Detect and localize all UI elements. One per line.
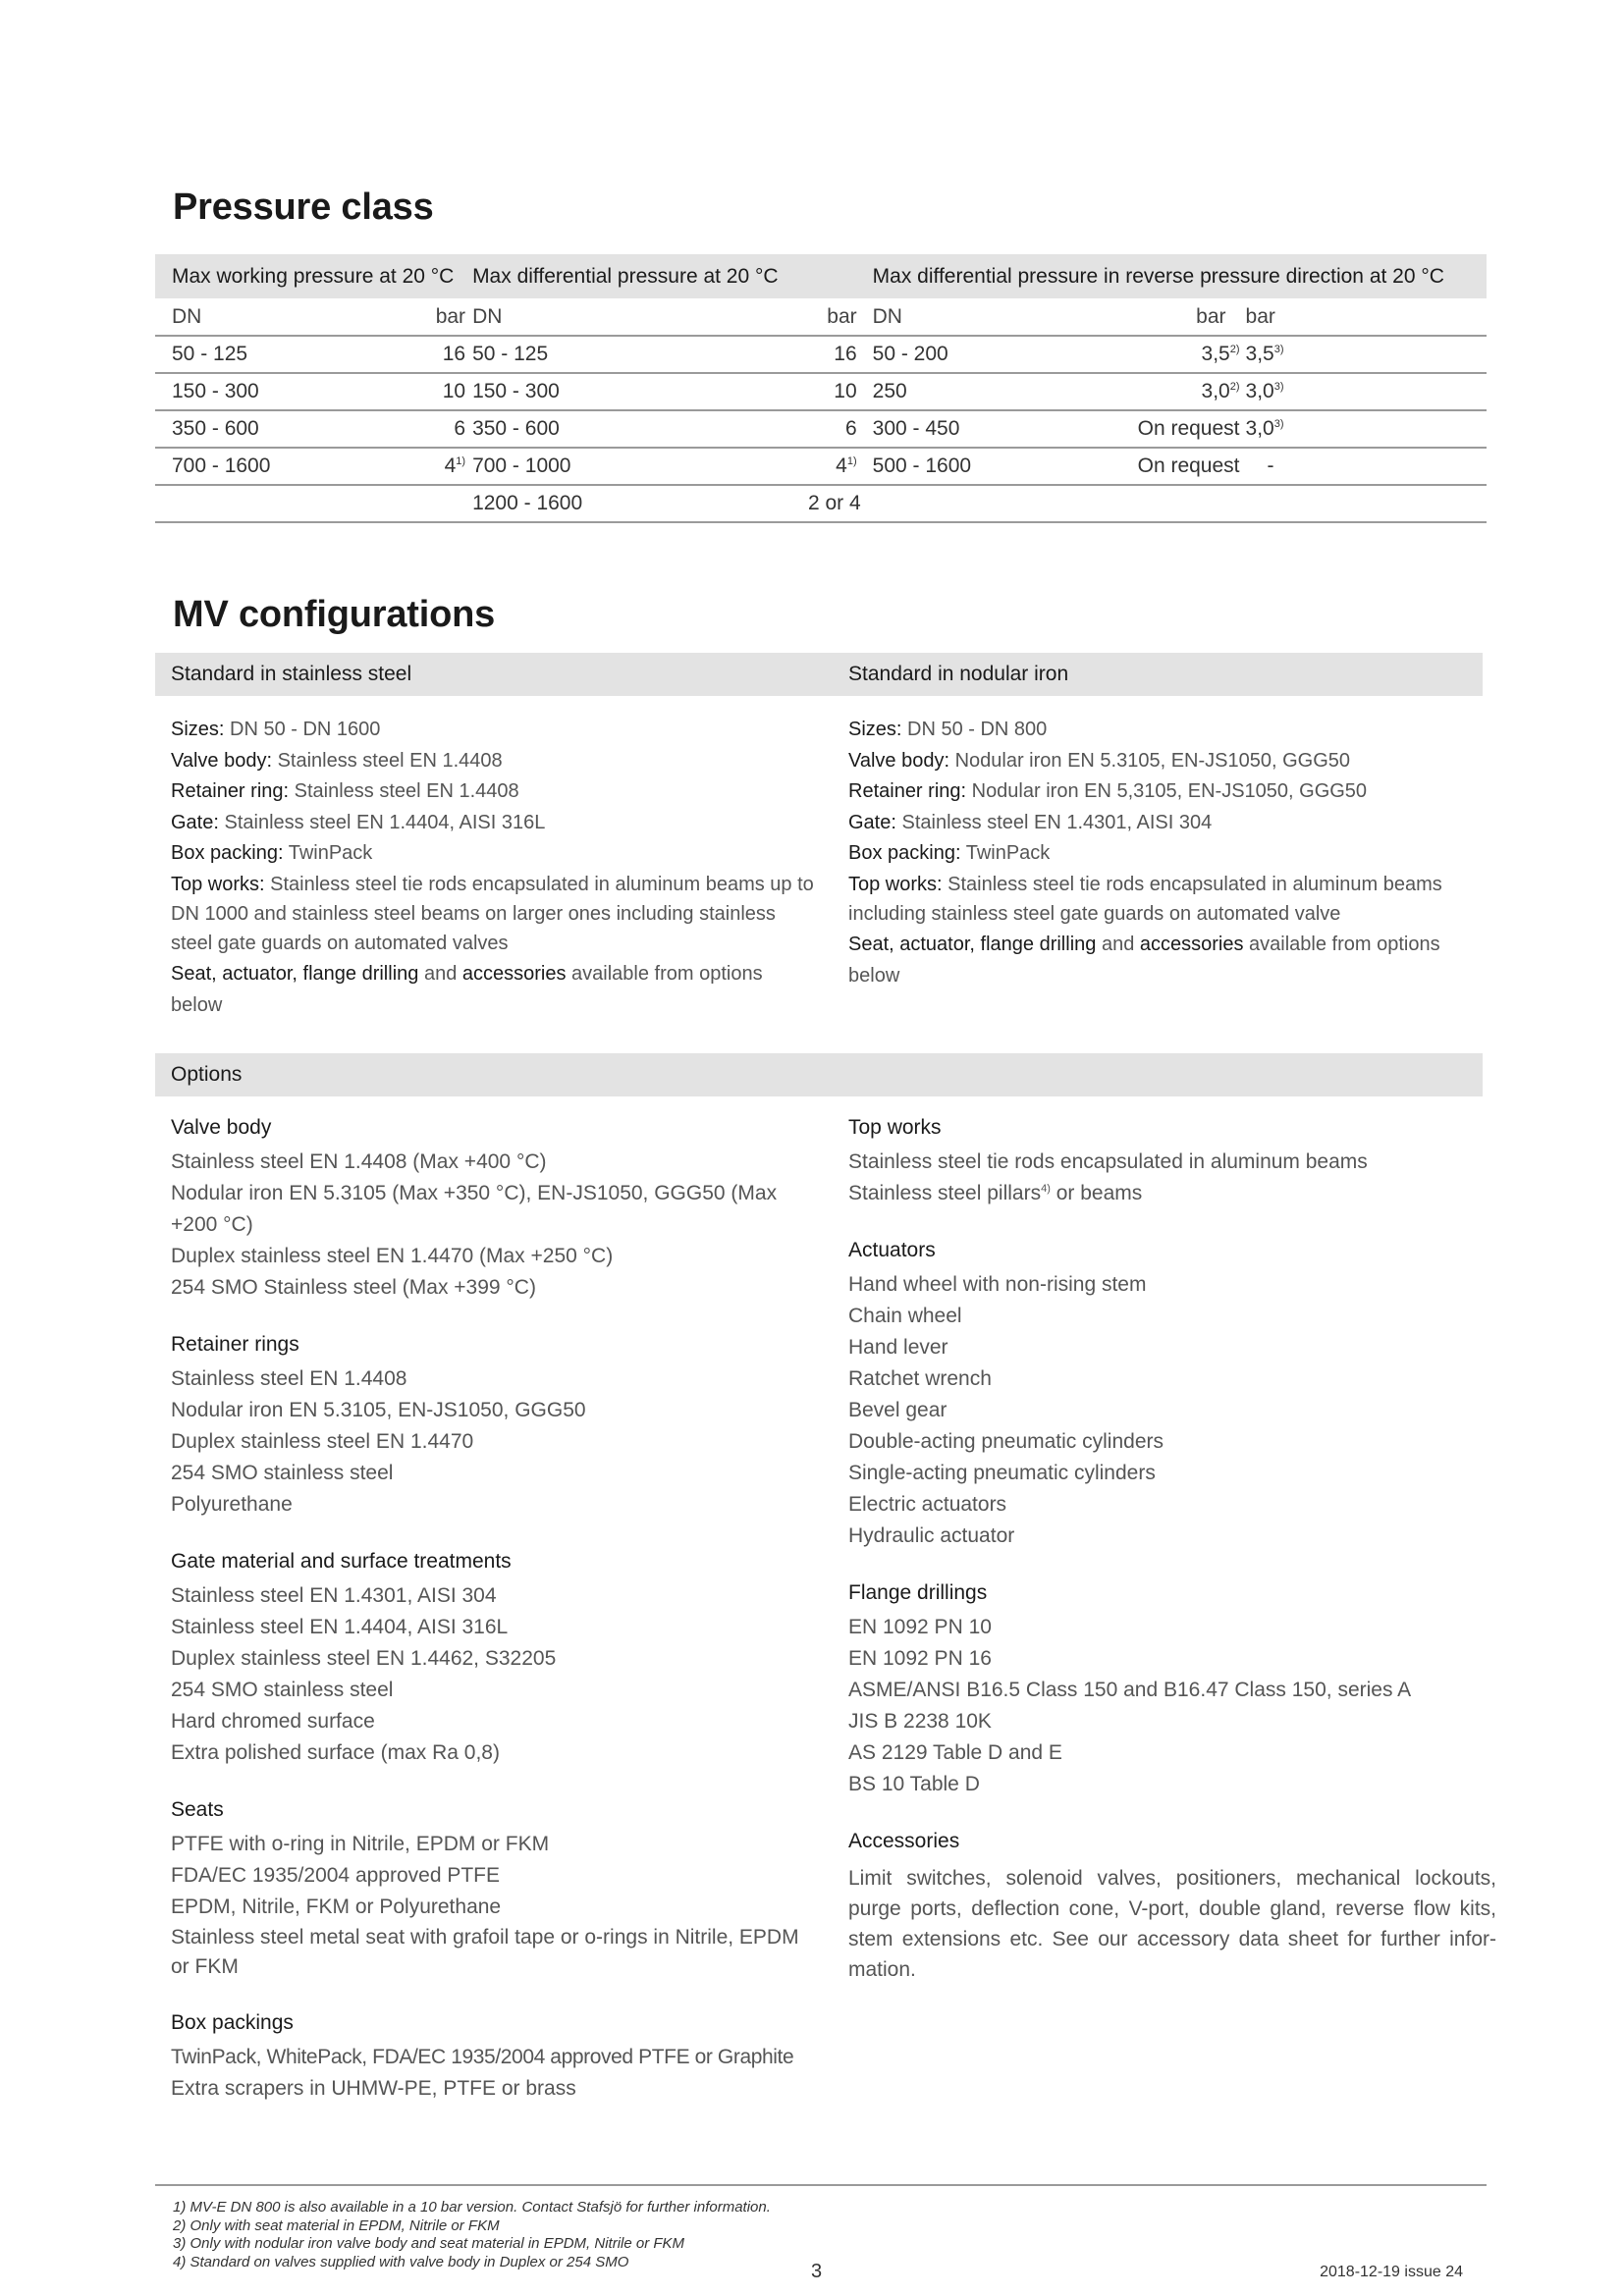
table-cell: 1200 - 1600 [471,485,808,522]
standard-stainless-header: Standard in stainless steel [171,663,412,685]
list-item: Stainless steel EN 1.4404, AISI 316L [171,1616,509,1638]
spec-line: Retainer ring: Stainless steel EN 1.4408 [171,780,519,802]
table-cell: 4$^{1)}$ [808,448,861,485]
footnotes [173,2199,771,2271]
group-title: Retainer rings [171,1333,299,1356]
table-cell: 6 [406,410,471,448]
table-cell: 3,0$^{3)}$ [1246,410,1470,448]
table-cell: 4$^{1)}$ [406,448,471,485]
spec-line: Valve body: Nodular iron EN 5.3105, EN-JS1050, GGG50 [848,749,1351,772]
list-item: Single-acting pneumatic cylinders [848,1462,1156,1484]
table-cell: 10 [808,373,861,410]
table-cell: 50 - 200 [861,336,1076,373]
footnote: 4) Standard on valves supplied with valve body in Duplex or 254 SMO [173,2253,629,2270]
list-item: EPDM, Nitrile, FKM or Polyurethane [171,1896,502,1918]
table-cell: 350 - 600 [155,410,406,448]
table-row [155,373,1487,410]
table-header-row [155,254,1487,298]
spec-line: Seat, actuator, flange drilling and accessories available from options below [171,962,763,1016]
spec-line: Sizes: DN 50 - DN 800 [848,719,1048,740]
list-item: 254 SMO Stainless steel (Max +399 °C) [171,1276,536,1299]
spec-line: Retainer ring: Nodular iron EN 5,3105, EN-JS1050, GGG50 [848,780,1368,802]
option-group-actuators [848,1235,1496,1552]
table-cell: 150 - 300 [471,373,808,410]
list-item: 254 SMO stainless steel [171,1462,394,1484]
table-cell: On request [1075,448,1245,485]
option-group-flange-drillings [848,1577,1496,1800]
list-item: JIS B 2238 10K [848,1710,992,1733]
table-cell: 700 - 1000 [471,448,808,485]
table-cell: 16 [808,336,861,373]
list-item: Hand wheel with non-rising stem [848,1273,1147,1296]
list-item: PTFE with o-ring in Nitrile, EPDM or FKM [171,1833,550,1855]
group-title: Actuators [848,1239,936,1261]
standard-nodular-spec [848,715,1496,991]
list-item: BS 10 Table D [848,1773,980,1795]
group-title: Accessories [848,1830,960,1852]
table-cell: 10 [406,373,471,410]
list-item: EN 1092 PN 10 [848,1616,992,1638]
table-cell: 16 [406,336,471,373]
list-item: Stainless steel EN 1.4408 (Max +400 °C) [171,1150,547,1173]
list-item: Chain wheel [848,1305,962,1327]
unit-dn: DN [155,298,406,336]
unit-bar: bar [406,298,471,336]
group-title: Valve body [171,1116,272,1139]
spec-line: Top works: Stainless steel tie rods encapsulated in aluminum beams including stainless steel gate guards on automated valve [848,873,1442,925]
issue-date: 2018-12-19 issue 24 [1320,2264,1463,2280]
footnote: 2) Only with seat material in EPDM, Nitrile or FKM [173,2216,500,2234]
options-left-column [171,1112,819,2130]
spec-line: Valve body: Stainless steel EN 1.4408 [171,749,503,772]
table-cell [1075,485,1245,522]
table-cell: 300 - 450 [861,410,1076,448]
options-header-bar [155,1053,1483,1096]
header-max-differential: Max differential pressure at 20 °C [471,254,861,298]
list-item: AS 2129 Table D and E [848,1741,1062,1764]
table-cell [861,485,1076,522]
table-row [155,448,1487,485]
group-title: Box packings [171,2011,294,2034]
table-cell: 3,0$^{2)}$ [1075,373,1245,410]
pressure-class-title: Pressure class [173,187,434,228]
option-group-gate-material [171,1546,819,1769]
table-cell: 3,5$^{2)}$ [1075,336,1245,373]
options-right-column [848,1112,1496,2010]
group-title: Top works [848,1116,942,1139]
list-item: Hydraulic actuator [848,1524,1015,1547]
table-row [155,485,1487,522]
table-cell: On request [1075,410,1245,448]
mv-configurations-title: MV configurations [173,594,496,635]
spec-line: Gate: Stainless steel EN 1.4301, AISI 304 [848,811,1213,833]
list-item: Extra scrapers in UHMW-PE, PTFE or brass [171,2077,576,2100]
spec-line: Box packing: TwinPack [848,842,1051,864]
table-cell: 50 - 125 [155,336,406,373]
group-title: Seats [171,1798,224,1821]
group-title: Flange drillings [848,1581,988,1604]
unit-bar: bar [1075,298,1245,336]
footnote-divider [155,2184,1487,2186]
table-cell: 3,5$^{3)}$ [1246,336,1470,373]
table-cell: 250 [861,373,1076,410]
list-item: TwinPack, WhitePack, FDA/EC 1935/2004 approved PTFE or Graphite [171,2046,794,2068]
standard-nodular-header: Standard in nodular iron [848,663,1069,685]
list-item: Duplex stainless steel EN 1.4470 (Max +250 °C) [171,1245,614,1267]
option-group-seats [171,1794,819,1982]
option-group-valve-body [171,1112,819,1304]
unit-bar: bar [808,298,861,336]
option-group-retainer-rings [171,1329,819,1521]
list-item: Stainless steel pillars$^{4)}$ or beams [848,1182,1143,1204]
list-item: Hard chromed surface [171,1710,375,1733]
standard-header-bar [155,653,1483,696]
list-item: Nodular iron EN 5.3105, EN-JS1050, GGG50 [171,1399,586,1421]
header-max-working: Max working pressure at 20 °C [155,254,471,298]
list-item: Electric actuators [848,1493,1007,1516]
table-cell: 500 - 1600 [861,448,1076,485]
pressure-class-table [155,254,1487,523]
option-group-box-packings [171,2007,819,2105]
list-item: Stainless steel EN 1.4408 [171,1367,407,1390]
table-cell [1246,485,1470,522]
option-group-accessories [848,1826,1496,1985]
table-cell: 3,0$^{3)}$ [1246,373,1470,410]
table-cell: 2 or 4 [808,485,861,522]
spec-line: Sizes: DN 50 - DN 1600 [171,719,381,740]
list-item: Stainless steel EN 1.4301, AISI 304 [171,1584,497,1607]
spec-line: Seat, actuator, flange drilling and accessories available from options below [848,933,1440,987]
spec-line: Gate: Stainless steel EN 1.4404, AISI 316L [171,811,546,833]
page-number: 3 [811,2261,823,2282]
list-item: Bevel gear [848,1399,947,1421]
unit-dn: DN [471,298,808,336]
table-cell [406,485,471,522]
standard-stainless-spec [171,715,819,1021]
list-item: Ratchet wrench [848,1367,992,1390]
table-cell [155,485,406,522]
table-row [155,410,1487,448]
spec-line: Box packing: TwinPack [171,842,373,864]
list-item: 254 SMO stainless steel [171,1679,394,1701]
list-item: Nodular iron EN 5.3105 (Max +350 °C), EN-JS1050, GGG50 (Max +200 °C) [171,1182,778,1236]
list-item: Hand lever [848,1336,948,1359]
accessories-text: Limit switches, solenoid valves, positioners, mechanical lockouts, purge ports, deflection cone, V-port, double gland, reverse flow kits, stem extensions etc. See our accessory data sheet for further information. [848,1867,1496,1981]
list-item: ASME/ANSI B16.5 Class 150 and B16.47 Class 150, series A [848,1679,1412,1701]
unit-dn: DN [861,298,1076,336]
spec-line: Top works: Stainless steel tie rods encapsulated in aluminum beams up to DN 1000 and stainless steel beams on larger ones including stainless steel gate guards on automated valves [171,873,814,954]
table-row [155,336,1487,373]
list-item: Double-acting pneumatic cylinders [848,1430,1164,1453]
list-item: FDA/EC 1935/2004 approved PTFE [171,1864,501,1887]
list-item: Duplex stainless steel EN 1.4470 [171,1430,474,1453]
list-item: Extra polished surface (max Ra 0,8) [171,1741,500,1764]
table-cell: 50 - 125 [471,336,808,373]
group-title: Gate material and surface treatments [171,1550,512,1573]
list-item: Stainless steel tie rods encapsulated in aluminum beams [848,1150,1368,1173]
footnote: 1) MV-E DN 800 is also available in a 10 bar version. Contact Stafsjö for further information. [173,2199,771,2216]
table-cell: 150 - 300 [155,373,406,410]
list-item: EN 1092 PN 16 [848,1647,992,1670]
option-group-top-works [848,1112,1496,1209]
table-cell: 6 [808,410,861,448]
table-cell: - [1246,448,1470,485]
list-item: Duplex stainless steel EN 1.4462, S32205 [171,1647,557,1670]
list-item: Polyurethane [171,1493,293,1516]
unit-bar: bar [1246,298,1470,336]
table-cell: 700 - 1600 [155,448,406,485]
table-cell: 350 - 600 [471,410,808,448]
header-max-reverse: Max differential pressure in reverse pressure direction at 20 °C [861,254,1487,298]
list-item: Stainless steel metal seat with grafoil tape or o-rings in Nitrile, EPDM or FKM [171,1926,799,1978]
units-row [155,298,1487,336]
options-header: Options [171,1063,243,1086]
footnote: 3) Only with nodular iron valve body and seat material in EPDM, Nitrile or FKM [173,2235,685,2252]
